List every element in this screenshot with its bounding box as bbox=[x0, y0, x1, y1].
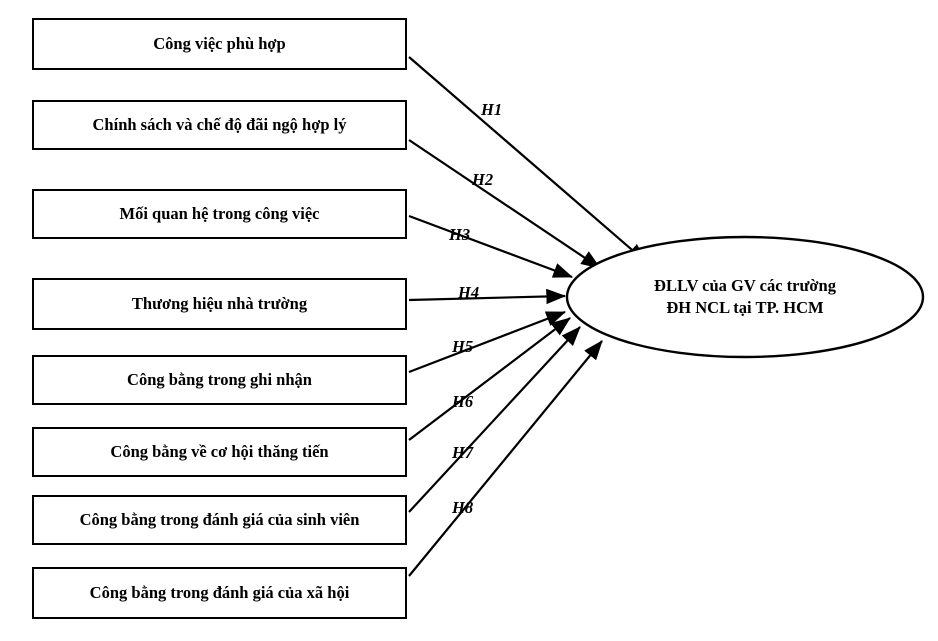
arrow-h3 bbox=[409, 216, 572, 277]
hypothesis-label-h6: H6 bbox=[452, 392, 474, 411]
construct-label: Thương hiệu nhà trường bbox=[131, 293, 308, 313]
arrow-h1 bbox=[409, 57, 646, 262]
construct-box-8 bbox=[32, 567, 407, 619]
construct-box-2 bbox=[32, 100, 407, 150]
construct-label: Công bằng trong đánh giá của xã hội bbox=[89, 582, 350, 602]
construct-label: Công bằng trong ghi nhận bbox=[127, 369, 312, 389]
hypothesis-label-h5: H5 bbox=[452, 337, 474, 356]
arrow-h2 bbox=[409, 140, 600, 268]
construct-label: Chính sách và chế độ đãi ngộ hợp lý bbox=[92, 114, 347, 134]
outcome-label bbox=[567, 257, 923, 337]
arrow-h5 bbox=[409, 312, 565, 372]
construct-box-3 bbox=[32, 189, 407, 239]
outcome-label-line1: ĐLLV của GV các trường bbox=[654, 275, 836, 295]
hypothesis-label-h7: H7 bbox=[452, 443, 474, 462]
construct-box-1 bbox=[32, 18, 407, 70]
construct-box-6 bbox=[32, 427, 407, 477]
arrow-h6 bbox=[409, 318, 570, 440]
hypothesis-label-h4: H4 bbox=[458, 283, 480, 302]
hypothesis-label-h3: H3 bbox=[449, 225, 471, 244]
outcome-label-line2: ĐH NCL tại TP. HCM bbox=[666, 298, 824, 317]
construct-label: Mối quan hệ trong công việc bbox=[119, 203, 320, 223]
construct-label: Công bằng trong đánh giá của sinh viên bbox=[79, 509, 360, 529]
hypothesis-label-h1: H1 bbox=[481, 100, 503, 119]
construct-box-4 bbox=[32, 278, 407, 330]
hypothesis-label-h2: H2 bbox=[472, 170, 494, 189]
arrow-h4 bbox=[409, 296, 565, 300]
hypothesis-label-h8: H8 bbox=[452, 498, 474, 517]
construct-box-7 bbox=[32, 495, 407, 545]
construct-label: Công bằng về cơ hội thăng tiến bbox=[110, 441, 329, 461]
construct-label: Công việc phù hợp bbox=[153, 33, 286, 53]
arrow-h8 bbox=[409, 341, 602, 576]
construct-box-5 bbox=[32, 355, 407, 405]
